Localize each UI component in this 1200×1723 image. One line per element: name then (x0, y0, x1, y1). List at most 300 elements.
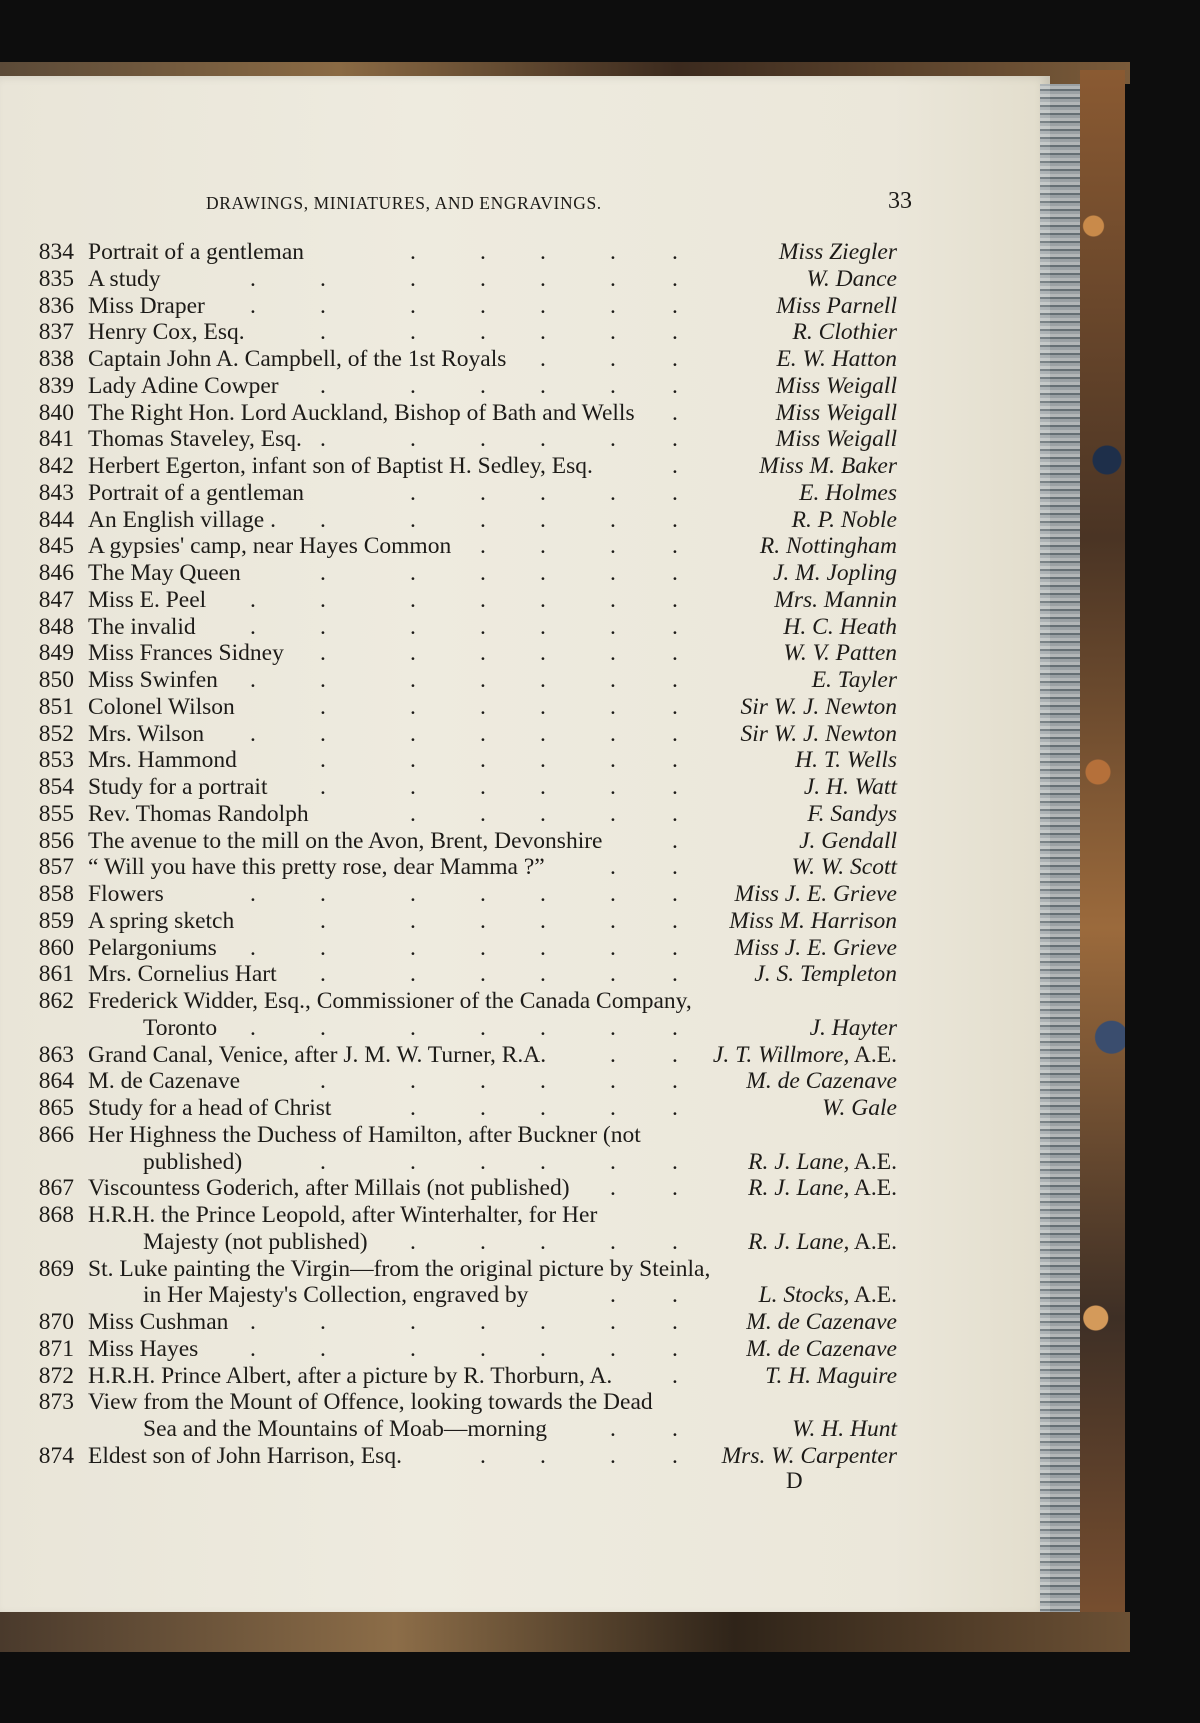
leader-dot: . (410, 319, 416, 346)
leader-dot: . (480, 560, 486, 586)
leader-dot: . (610, 319, 616, 346)
leader-dot: . (480, 1309, 486, 1335)
artist-name: J. T. Willmore, (712, 1041, 850, 1068)
entry-number: 844 (38, 506, 74, 533)
leader-dot: . (320, 1335, 326, 1362)
entry-artist (806, 266, 897, 292)
entry-number: 835 (38, 265, 74, 292)
leader-dot: . (540, 586, 546, 613)
entry-artist (754, 961, 897, 987)
artist-suffix: A.E. (853, 1282, 897, 1309)
catalogue-entry (0, 801, 1050, 827)
leader-dot: . (320, 426, 326, 453)
leader-dot: . (610, 533, 616, 560)
catalogue-entry (0, 667, 1050, 693)
leader-dot: . (610, 1416, 616, 1442)
artist-name: W. Gale (822, 1095, 897, 1121)
entry-artist (776, 400, 897, 426)
leader-dot: . (672, 265, 678, 292)
catalogue-entry (0, 614, 1050, 640)
entry-number: 858 (38, 881, 74, 907)
leader-dot: . (610, 1148, 616, 1175)
leader-dot: . (540, 774, 546, 800)
leader-dot: . (672, 934, 678, 961)
entry-title: St. Luke painting the Virgin—from the original picture by Steinla, (88, 1255, 711, 1282)
entry-artist (746, 1309, 897, 1335)
leader-dot: . (480, 961, 486, 988)
leader-dot: . (320, 907, 326, 934)
page-number: 33 (888, 188, 912, 214)
entry-title: “ Will you have this pretty rose, dear Mamma ?” (88, 854, 545, 881)
entry-artist (774, 587, 897, 613)
entry-artist (792, 854, 897, 880)
leader-dot: . (250, 881, 256, 907)
entry-title: Grand Canal, Venice, after J. M. W. Turner, R.A. (88, 1041, 547, 1068)
leader-dot: . (672, 426, 678, 453)
entry-title: A gypsies' camp, near Hayes Common (88, 533, 452, 560)
leader-dot: . (540, 800, 546, 827)
leader-dot: . (410, 667, 416, 693)
leader-dot: . (672, 667, 678, 693)
leader-dot: . (250, 613, 256, 640)
leader-dot: . (480, 1095, 486, 1121)
leader-dot: . (540, 372, 546, 399)
leader-dot: . (320, 292, 326, 319)
leader-dot: . (672, 1362, 678, 1389)
leader-dot: . (610, 667, 616, 693)
catalogue-entry (0, 1309, 1050, 1335)
artist-name: R. J. Lane, (748, 1175, 850, 1202)
leader-dot: . (540, 239, 546, 265)
catalogue-entry (0, 1095, 1050, 1121)
artist-name: T. H. Maguire (765, 1362, 897, 1389)
leader-dot: . (610, 479, 616, 506)
artist-name: J. Hayter (809, 1014, 897, 1041)
catalogue-entry (0, 1389, 1050, 1415)
artist-name: E. W. Hatton (776, 346, 897, 372)
entry-artist (783, 640, 897, 666)
entry-title: The avenue to the mill on the Avon, Brent, Devonshire (88, 827, 603, 854)
leader-dot: . (250, 586, 256, 613)
catalogue-entry (0, 988, 1050, 1014)
leader-dot: . (610, 613, 616, 640)
entry-title: Viscountess Goderich, after Millais (not published) (88, 1175, 570, 1202)
catalogue-entry (0, 935, 1050, 961)
leader-dot: . (672, 586, 678, 613)
leader-dot: . (320, 1068, 326, 1095)
leader-dot: . (410, 1148, 416, 1175)
catalogue-entry (0, 1363, 1050, 1389)
leader-dot: . (250, 292, 256, 319)
leader-dot: . (540, 506, 546, 533)
entry-title-continuation: published) (143, 1148, 243, 1175)
leader-dot: . (610, 961, 616, 988)
leader-dot: . (480, 239, 486, 265)
catalogue-entry (0, 908, 1050, 934)
leader-dot: . (480, 881, 486, 907)
leader-dot: . (410, 265, 416, 292)
entry-number: 837 (38, 319, 74, 346)
artist-name: W. Dance (806, 265, 897, 292)
leader-dot: . (320, 934, 326, 961)
entry-title: Rev. Thomas Randolph (88, 800, 309, 827)
entry-artist (741, 694, 897, 720)
leader-dot: . (410, 747, 416, 774)
leader-dot: . (320, 560, 326, 586)
leader-dot: . (672, 292, 678, 319)
entry-number: 852 (38, 720, 74, 747)
entry-number: 868 (38, 1202, 74, 1228)
catalogue-entry (0, 480, 1050, 506)
entry-artist (776, 346, 897, 372)
entry-title: A spring sketch (88, 907, 235, 934)
leader-dot: . (610, 774, 616, 800)
entry-artist (792, 507, 897, 533)
leader-dot: . (480, 747, 486, 774)
artist-name: R. P. Noble (791, 506, 897, 533)
leader-dot: . (610, 747, 616, 774)
leader-dot: . (410, 239, 416, 265)
entry-artist (746, 1068, 897, 1094)
leader-dot: . (540, 693, 546, 720)
leader-dot: . (672, 560, 678, 586)
leader-dot: . (672, 399, 678, 426)
artist-name: H. C. Heath (783, 613, 897, 640)
leader-dot: . (410, 426, 416, 453)
signature-mark: D (786, 1468, 803, 1493)
entry-title: Pelargoniums (88, 934, 217, 961)
entry-number: 849 (38, 640, 74, 667)
catalogue-entry (0, 1068, 1050, 1094)
entry-artist (783, 614, 897, 640)
entry-number: 866 (38, 1121, 74, 1148)
catalogue-entry (0, 533, 1050, 559)
leader-dot: . (410, 479, 416, 506)
entry-title: M. de Cazenave (88, 1068, 241, 1095)
artist-name: R. Nottingham (759, 533, 897, 560)
leader-dot: . (540, 426, 546, 453)
leader-dot: . (320, 720, 326, 747)
leader-dot: . (480, 720, 486, 747)
entry-number: 859 (38, 907, 74, 934)
leader-dot: . (320, 640, 326, 667)
leader-dot: . (672, 1335, 678, 1362)
leader-dot: . (410, 560, 416, 586)
leader-dot: . (480, 774, 486, 800)
entry-number: 838 (38, 346, 74, 372)
leader-dot: . (610, 693, 616, 720)
catalogue-entry (0, 721, 1050, 747)
entry-title: Miss E. Peel (88, 586, 207, 613)
entry-number: 851 (38, 693, 74, 720)
catalogue-entry (0, 1256, 1050, 1282)
artist-name: R. J. Lane, (748, 1228, 850, 1255)
catalogue-entry (0, 694, 1050, 720)
entry-artist (776, 293, 897, 319)
catalogue-entry (0, 774, 1050, 800)
leader-dot: . (610, 720, 616, 747)
entry-number: 843 (38, 479, 74, 506)
entry-number: 870 (38, 1309, 74, 1335)
leader-dot: . (480, 1148, 486, 1175)
catalogue-entry (0, 1443, 1050, 1469)
artist-name: J. S. Templeton (754, 961, 897, 988)
leader-dot: . (480, 907, 486, 934)
entry-number: 846 (38, 560, 74, 586)
leader-dot: . (250, 720, 256, 747)
catalogue-entry (0, 1122, 1050, 1148)
entry-title: Miss Cushman (88, 1309, 229, 1335)
entry-number: 874 (38, 1442, 74, 1469)
leader-dot: . (540, 1309, 546, 1335)
leader-dot: . (610, 1014, 616, 1041)
leader-dot: . (540, 319, 546, 346)
entry-title-continuation: in Her Majesty's Collection, engraved by (143, 1282, 529, 1309)
leader-dot: . (320, 586, 326, 613)
leader-dot: . (320, 265, 326, 292)
leader-dot: . (320, 506, 326, 533)
leader-dot: . (320, 1148, 326, 1175)
leader-dot: . (320, 774, 326, 800)
catalogue-entry-continuation (0, 1015, 1050, 1041)
leader-dot: . (672, 1014, 678, 1041)
artist-name: Sir W. J. Newton (740, 693, 897, 720)
leader-dot: . (410, 586, 416, 613)
catalogue-entry-continuation (0, 1416, 1050, 1442)
entry-artist (795, 747, 897, 773)
entry-number: 867 (38, 1175, 74, 1202)
leader-dot: . (540, 640, 546, 667)
entry-number: 863 (38, 1041, 74, 1068)
entry-title: The May Queen (88, 560, 241, 586)
entry-title: Mrs. Cornelius Hart (88, 961, 277, 988)
entry-number: 847 (38, 586, 74, 613)
leader-dot: . (540, 265, 546, 292)
leader-dot: . (672, 1095, 678, 1121)
entry-artist (748, 1175, 897, 1201)
catalogue-entry (0, 507, 1050, 533)
leader-dot: . (480, 1228, 486, 1255)
entry-artist (799, 480, 897, 506)
entry-artist (792, 1416, 897, 1442)
leader-dot: . (480, 319, 486, 346)
leader-dot: . (540, 747, 546, 774)
leader-dot: . (540, 1095, 546, 1121)
leader-dot: . (610, 1175, 616, 1202)
leader-dot: . (610, 1068, 616, 1095)
leader-dot: . (540, 560, 546, 586)
entry-title: Eldest son of John Harrison, Esq. (88, 1442, 402, 1469)
entry-number: 839 (38, 372, 74, 399)
entry-artist (748, 1149, 897, 1175)
catalogue-entry (0, 587, 1050, 613)
artist-name: Miss M. Baker (759, 453, 897, 479)
marbled-cover (1080, 70, 1125, 1630)
leader-dot: . (480, 800, 486, 827)
leader-dot: . (672, 1442, 678, 1469)
leader-dot: . (250, 667, 256, 693)
artist-name: Miss J. E. Grieve (734, 934, 897, 961)
leader-dot: . (410, 1228, 416, 1255)
leader-dot: . (540, 1068, 546, 1095)
leader-dot: . (480, 292, 486, 319)
leader-dot: . (480, 372, 486, 399)
entry-artist (807, 801, 897, 827)
leader-dot: . (672, 720, 678, 747)
leader-dot: . (410, 961, 416, 988)
artist-name: Miss J. E. Grieve (734, 881, 897, 907)
entry-number: 842 (38, 453, 74, 479)
entry-number: 853 (38, 747, 74, 774)
leader-dot: . (480, 533, 486, 560)
entry-artist (741, 721, 897, 747)
artist-name: J. M. Jopling (773, 560, 897, 586)
entry-artist (804, 774, 897, 800)
entry-artist (822, 1095, 897, 1121)
leader-dot: . (250, 265, 256, 292)
leader-dot: . (672, 1416, 678, 1442)
artist-name: R. Clothier (792, 319, 897, 346)
leader-dot: . (410, 292, 416, 319)
entry-artist (713, 1042, 897, 1068)
catalogue-entry (0, 747, 1050, 773)
entry-title: Miss Hayes (88, 1335, 199, 1362)
entry-number: 861 (38, 961, 74, 988)
entry-title: Thomas Staveley, Esq. (88, 426, 302, 453)
entry-title: Flowers (88, 881, 164, 907)
catalogue-entry-continuation (0, 1282, 1050, 1308)
entry-number: 862 (38, 988, 74, 1014)
leader-dot: . (540, 881, 546, 907)
entry-number: 857 (38, 854, 74, 881)
leader-dot: . (540, 292, 546, 319)
leader-dot: . (480, 1335, 486, 1362)
leader-dot: . (540, 1014, 546, 1041)
entry-title: An English village . (88, 506, 276, 533)
entry-number: 840 (38, 399, 74, 426)
catalogue-entry (0, 961, 1050, 987)
leader-dot: . (610, 506, 616, 533)
entry-number: 855 (38, 800, 74, 827)
leader-dot: . (540, 1335, 546, 1362)
entry-artist (812, 667, 897, 693)
artist-suffix: A.E. (853, 1041, 897, 1068)
leader-dot: . (540, 613, 546, 640)
leader-dot: . (480, 426, 486, 453)
entry-artist (810, 1015, 897, 1041)
artist-name: H. T. Wells (795, 747, 897, 774)
leader-dot: . (610, 881, 616, 907)
artist-name: Miss Ziegler (778, 239, 897, 265)
artist-name: W. V. Patten (783, 640, 897, 667)
catalogue-entry (0, 1042, 1050, 1068)
leader-dot: . (250, 1014, 256, 1041)
leader-dot: . (610, 1041, 616, 1068)
leader-dot: . (320, 319, 326, 346)
entry-title: Study for a portrait (88, 774, 268, 800)
leader-dot: . (672, 319, 678, 346)
artist-suffix: A.E. (853, 1228, 897, 1255)
leader-dot: . (320, 747, 326, 774)
leader-dot: . (410, 1095, 416, 1121)
leader-dot: . (410, 934, 416, 961)
leader-dot: . (250, 1335, 256, 1362)
leader-dot: . (320, 613, 326, 640)
entry-artist (735, 935, 898, 961)
leader-dot: . (610, 854, 616, 881)
entry-number: 836 (38, 292, 74, 319)
artist-name: W. W. Scott (791, 854, 897, 881)
entry-artist (722, 1443, 897, 1469)
entry-title: Mrs. Hammond (88, 747, 237, 774)
entry-title-continuation: Majesty (not published) (143, 1228, 368, 1255)
catalogue-entry (0, 346, 1050, 372)
leader-dot: . (610, 1309, 616, 1335)
entry-number: 869 (38, 1255, 74, 1282)
entry-title: Mrs. Wilson (88, 720, 205, 747)
leader-dot: . (672, 827, 678, 854)
entry-title: H.R.H. the Prince Leopold, after Winterhalter, for Her (88, 1202, 598, 1228)
leader-dot: . (610, 1095, 616, 1121)
entry-artist (729, 908, 897, 934)
leader-dot: . (610, 907, 616, 934)
artist-name: F. Sandys (807, 800, 897, 827)
leader-dot: . (410, 1335, 416, 1362)
leader-dot: . (410, 881, 416, 907)
leader-dot: . (480, 1014, 486, 1041)
leader-dot: . (250, 934, 256, 961)
entry-title: Portrait of a gentleman (88, 479, 304, 506)
artist-name: M. de Cazenave (746, 1309, 897, 1335)
catalogue-entry (0, 640, 1050, 666)
catalogue-entry (0, 426, 1050, 452)
artist-name: Miss M. Harrison (729, 907, 897, 934)
catalogue-entry-continuation (0, 1229, 1050, 1255)
leader-dot: . (672, 346, 678, 372)
leader-dot: . (672, 693, 678, 720)
artist-name: Sir W. J. Newton (740, 720, 897, 747)
artist-name: L. Stocks, (758, 1282, 850, 1309)
artist-name: Mrs. Mannin (774, 586, 897, 613)
artist-name: Miss Weigall (775, 372, 897, 399)
catalogue-entry (0, 266, 1050, 292)
leader-dot: . (672, 640, 678, 667)
catalogue-entry (0, 373, 1050, 399)
leader-dot: . (320, 1014, 326, 1041)
entry-artist (760, 533, 897, 559)
catalogue-entry (0, 1336, 1050, 1362)
catalogue-entry (0, 560, 1050, 586)
leader-dot: . (672, 1228, 678, 1255)
leader-dot: . (410, 800, 416, 827)
leader-dot: . (610, 292, 616, 319)
leader-dot: . (672, 1282, 678, 1309)
leader-dot: . (410, 372, 416, 399)
leader-dot: . (672, 800, 678, 827)
entry-artist (776, 373, 897, 399)
leader-dot: . (480, 667, 486, 693)
leader-dot: . (320, 667, 326, 693)
leader-dot: . (672, 907, 678, 934)
entry-artist (773, 560, 897, 586)
leader-dot: . (672, 854, 678, 881)
entry-number: 860 (38, 934, 74, 961)
leader-dot: . (540, 346, 546, 372)
entry-title-continuation: Toronto (143, 1014, 218, 1041)
entry-artist (779, 239, 897, 265)
entry-number: 865 (38, 1095, 74, 1121)
leader-dot: . (410, 640, 416, 667)
